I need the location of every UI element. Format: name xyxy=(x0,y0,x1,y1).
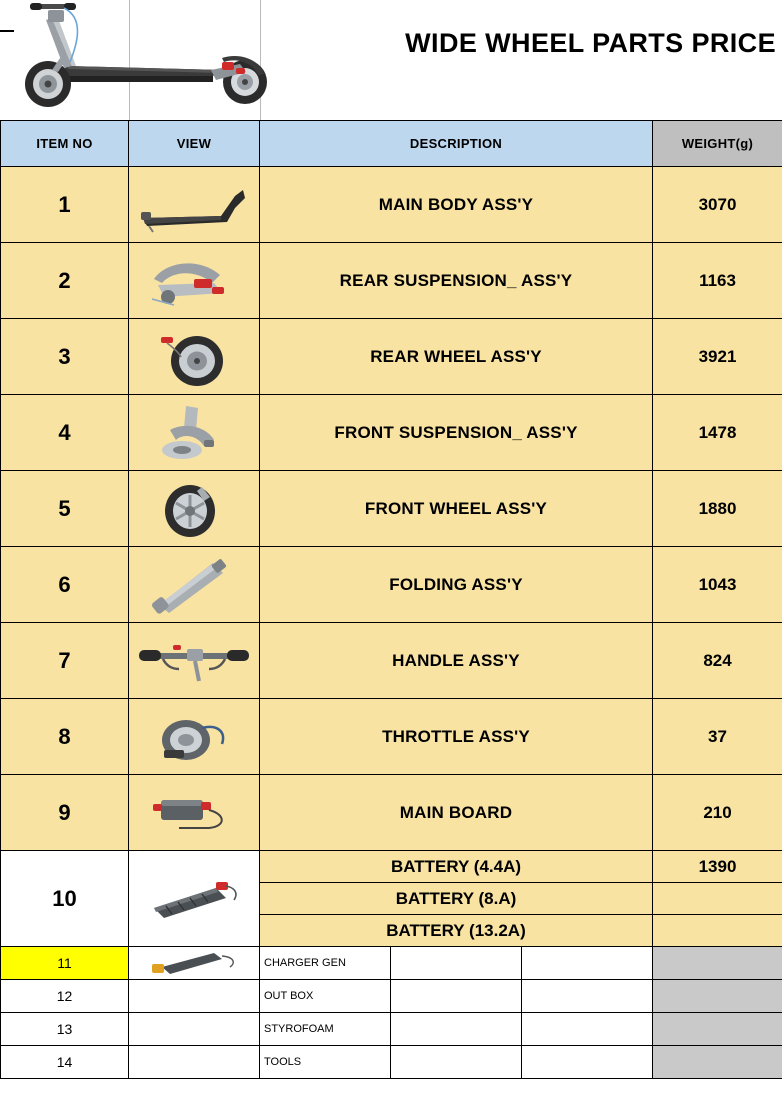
row-view-cell xyxy=(129,471,260,547)
row-view-cell xyxy=(129,623,260,699)
row-item-no: 14 xyxy=(1,1046,129,1079)
page-title: WIDE WHEEL PARTS PRICE xyxy=(405,28,776,58)
column-header-weight: WEIGHT(g) xyxy=(653,121,782,167)
row-description: MAIN BODY ASS'Y xyxy=(260,167,653,243)
table-row xyxy=(1,775,782,851)
row-description: MAIN BOARD xyxy=(260,775,653,851)
row-item-no: 12 xyxy=(1,980,129,1013)
row-view-cell xyxy=(129,775,260,851)
row-description: THROTTLE ASS'Y xyxy=(260,699,653,775)
row-item-no: 13 xyxy=(1,1013,129,1046)
row-weight xyxy=(653,980,782,1013)
row-weight: 37 xyxy=(653,699,782,775)
folding-thumbnail xyxy=(139,553,249,617)
column-header-item-no: ITEM NO xyxy=(1,121,129,167)
row-item-no: 4 xyxy=(1,395,129,471)
row-view-cell xyxy=(129,947,260,980)
row-weight xyxy=(653,947,782,980)
row-view-cell xyxy=(129,547,260,623)
row-extra-cell-b xyxy=(522,947,653,980)
row-view-cell xyxy=(129,395,260,471)
row-weight xyxy=(653,1046,782,1079)
row-weight: 3921 xyxy=(653,319,782,395)
main-body-thumbnail xyxy=(135,174,253,236)
row-item-no: 7 xyxy=(1,623,129,699)
row-item-no: 5 xyxy=(1,471,129,547)
row-description: FRONT SUSPENSION_ ASS'Y xyxy=(260,395,653,471)
row-weight: 1390 xyxy=(653,851,782,883)
rear-wheel-thumbnail xyxy=(139,325,249,389)
main-board-thumbnail xyxy=(139,788,249,838)
row-extra-cell-a xyxy=(391,1013,522,1046)
table-row xyxy=(1,167,782,243)
row-description: TOOLS xyxy=(260,1046,391,1079)
table-row xyxy=(1,980,782,1013)
parts-price-table xyxy=(0,120,782,1079)
table-row xyxy=(1,319,782,395)
row-item-no: 10 xyxy=(1,851,129,947)
row-weight: 1880 xyxy=(653,471,782,547)
row-weight: 3070 xyxy=(653,167,782,243)
row-weight: 210 xyxy=(653,775,782,851)
row-description: OUT BOX xyxy=(260,980,391,1013)
row-view-cell xyxy=(129,1013,260,1046)
handle-thumbnail xyxy=(133,633,255,689)
front-wheel-thumbnail xyxy=(142,477,246,541)
row-weight xyxy=(653,1013,782,1046)
row-description: CHARGER GEN xyxy=(260,947,391,980)
table-row xyxy=(1,851,782,883)
row-item-no: 8 xyxy=(1,699,129,775)
row-weight xyxy=(653,883,782,915)
row-view-cell xyxy=(129,319,260,395)
row-view-cell xyxy=(129,1046,260,1079)
row-item-no: 9 xyxy=(1,775,129,851)
column-header-view: VIEW xyxy=(129,121,260,167)
row-description: BATTERY (13.2A) xyxy=(260,915,653,947)
page-header xyxy=(0,0,782,120)
row-extra-cell-b xyxy=(522,980,653,1013)
row-weight: 1043 xyxy=(653,547,782,623)
table-row xyxy=(1,243,782,319)
row-weight xyxy=(653,915,782,947)
scooter-illustration xyxy=(8,2,278,114)
row-item-no: 11 xyxy=(1,947,129,980)
table-row xyxy=(1,1013,782,1046)
row-extra-cell-a xyxy=(391,980,522,1013)
row-weight: 1163 xyxy=(653,243,782,319)
row-view-cell xyxy=(129,699,260,775)
battery-thumbnail xyxy=(138,872,250,926)
row-description: REAR WHEEL ASS'Y xyxy=(260,319,653,395)
table-header-row xyxy=(1,121,782,167)
row-view-cell xyxy=(129,167,260,243)
table-row xyxy=(1,395,782,471)
row-extra-cell-b xyxy=(522,1046,653,1079)
row-description: BATTERY (8.A) xyxy=(260,883,653,915)
row-weight: 1478 xyxy=(653,395,782,471)
front-suspension-thumbnail xyxy=(140,400,248,466)
row-description: REAR SUSPENSION_ ASS'Y xyxy=(260,243,653,319)
table-row xyxy=(1,947,782,980)
row-description: BATTERY (4.4A) xyxy=(260,851,653,883)
row-description: FRONT WHEEL ASS'Y xyxy=(260,471,653,547)
row-item-no: 6 xyxy=(1,547,129,623)
row-description: HANDLE ASS'Y xyxy=(260,623,653,699)
row-description: FOLDING ASS'Y xyxy=(260,547,653,623)
row-item-no: 1 xyxy=(1,167,129,243)
table-row xyxy=(1,699,782,775)
row-extra-cell-b xyxy=(522,1013,653,1046)
row-extra-cell-a xyxy=(391,1046,522,1079)
throttle-thumbnail xyxy=(140,706,248,768)
rear-suspension-thumbnail xyxy=(138,249,250,313)
row-view-cell xyxy=(129,243,260,319)
column-header-description: DESCRIPTION xyxy=(260,121,653,167)
table-row xyxy=(1,471,782,547)
row-item-no: 3 xyxy=(1,319,129,395)
row-item-no: 2 xyxy=(1,243,129,319)
charger-thumbnail xyxy=(144,947,244,979)
row-extra-cell-a xyxy=(391,947,522,980)
row-view-cell xyxy=(129,980,260,1013)
row-weight: 824 xyxy=(653,623,782,699)
table-row xyxy=(1,1046,782,1079)
table-row xyxy=(1,623,782,699)
row-description: STYROFOAM xyxy=(260,1013,391,1046)
table-row xyxy=(1,547,782,623)
row-view-cell xyxy=(129,851,260,947)
